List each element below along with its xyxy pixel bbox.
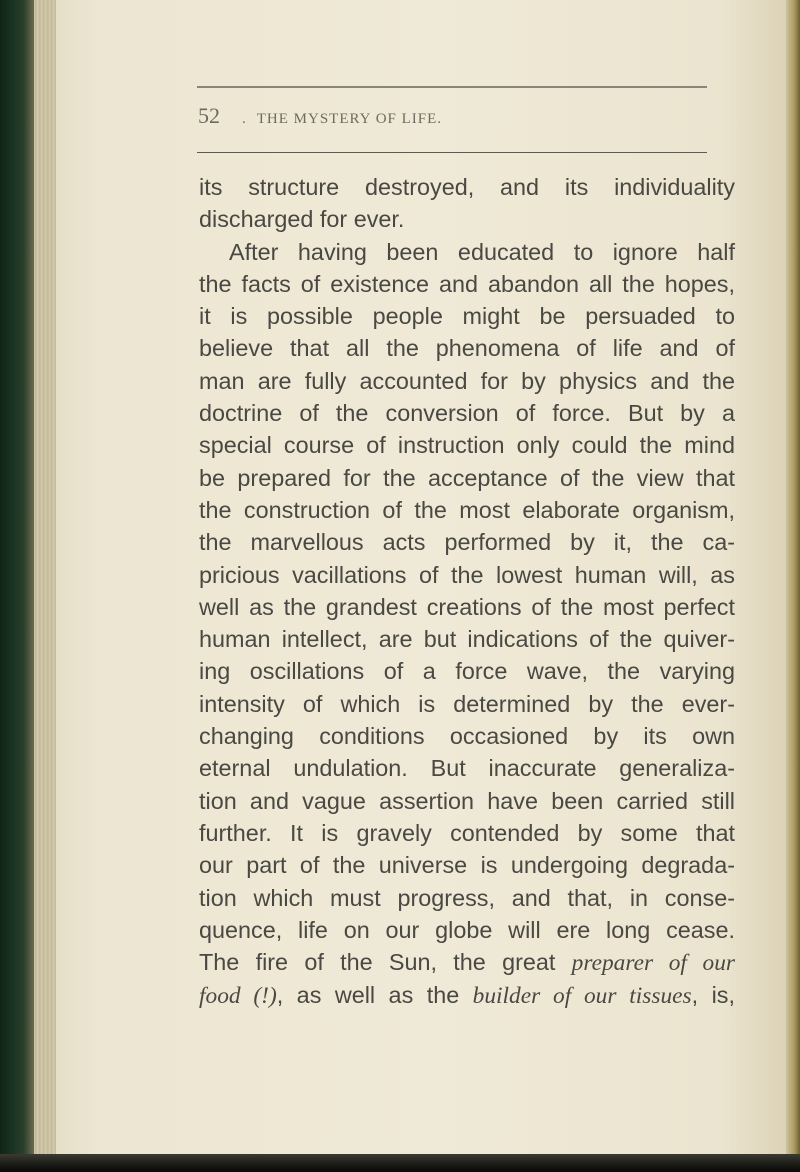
italic-text: food (!) [199, 983, 277, 1010]
text-line: its structure destroyed, and its individuality [199, 174, 735, 200]
body-text [199, 171, 735, 1013]
italic-text: preparer of our [571, 950, 735, 977]
text-line: special course of instruction only could the mind [199, 432, 735, 459]
book-binding [0, 0, 34, 1172]
page-edges [34, 0, 56, 1172]
text-line: intensity of which is determined by the ever- [199, 690, 735, 717]
text-line: believe that all the phenomena of life and of [199, 335, 735, 362]
text-line [199, 946, 735, 979]
text-line: our part of the universe is undergoing degrada- [199, 852, 735, 879]
text-line: the facts of existence and abandon all the hopes, [199, 270, 735, 297]
header-separator: . [242, 111, 247, 127]
text-line: man are fully accounted for by physics and the [199, 367, 735, 394]
text-line: the marvellous acts performed by it, the ca- [199, 529, 735, 556]
text-line: tion which must progress, and that, in conse- [199, 884, 735, 911]
text-line: ing oscillations of a force wave, the varying [199, 658, 735, 685]
text-line: well as the grandest creations of the most perfect [199, 593, 735, 620]
text-run: , is, [691, 982, 735, 1009]
header-top-rule [197, 86, 707, 88]
text-line [199, 979, 735, 1012]
text-line: eternal undulation. But inaccurate generaliza- [199, 755, 735, 782]
text-line: quence, life on our globe will ere long cease. [199, 916, 735, 943]
text-line: human intellect, are but indications of the quiver- [199, 626, 735, 653]
header-bottom-rule [197, 152, 707, 153]
text-line: further. It is gravely contended by some that [199, 819, 735, 846]
text-line: pricious vacillations of the lowest human will, as [199, 561, 735, 588]
text-line: doctrine of the conversion of force. But by a [199, 400, 735, 427]
running-title: THE MYSTERY OF LIFE. [256, 111, 443, 127]
text-line: changing conditions occasioned by its own [199, 723, 735, 750]
running-header [198, 103, 718, 129]
text-line: tion and vague assertion have been carried still [199, 787, 735, 814]
italic-text: builder of our tissues [472, 983, 692, 1010]
text-line: After having been educated to ignore half [229, 238, 735, 265]
text-run: , as well as the [276, 982, 473, 1009]
text-line: discharged for ever. [199, 206, 405, 233]
text-run: The fire of the Sun, the great [199, 949, 572, 976]
text-line: be prepared for the acceptance of the view that [199, 464, 735, 491]
text-line: it is possible people might be persuaded to [199, 303, 735, 330]
text-line: the construction of the most elaborate organism, [199, 496, 735, 523]
book-cover-edge [786, 0, 800, 1172]
page-number: 52 [198, 103, 220, 128]
bottom-shadow [0, 1154, 800, 1172]
